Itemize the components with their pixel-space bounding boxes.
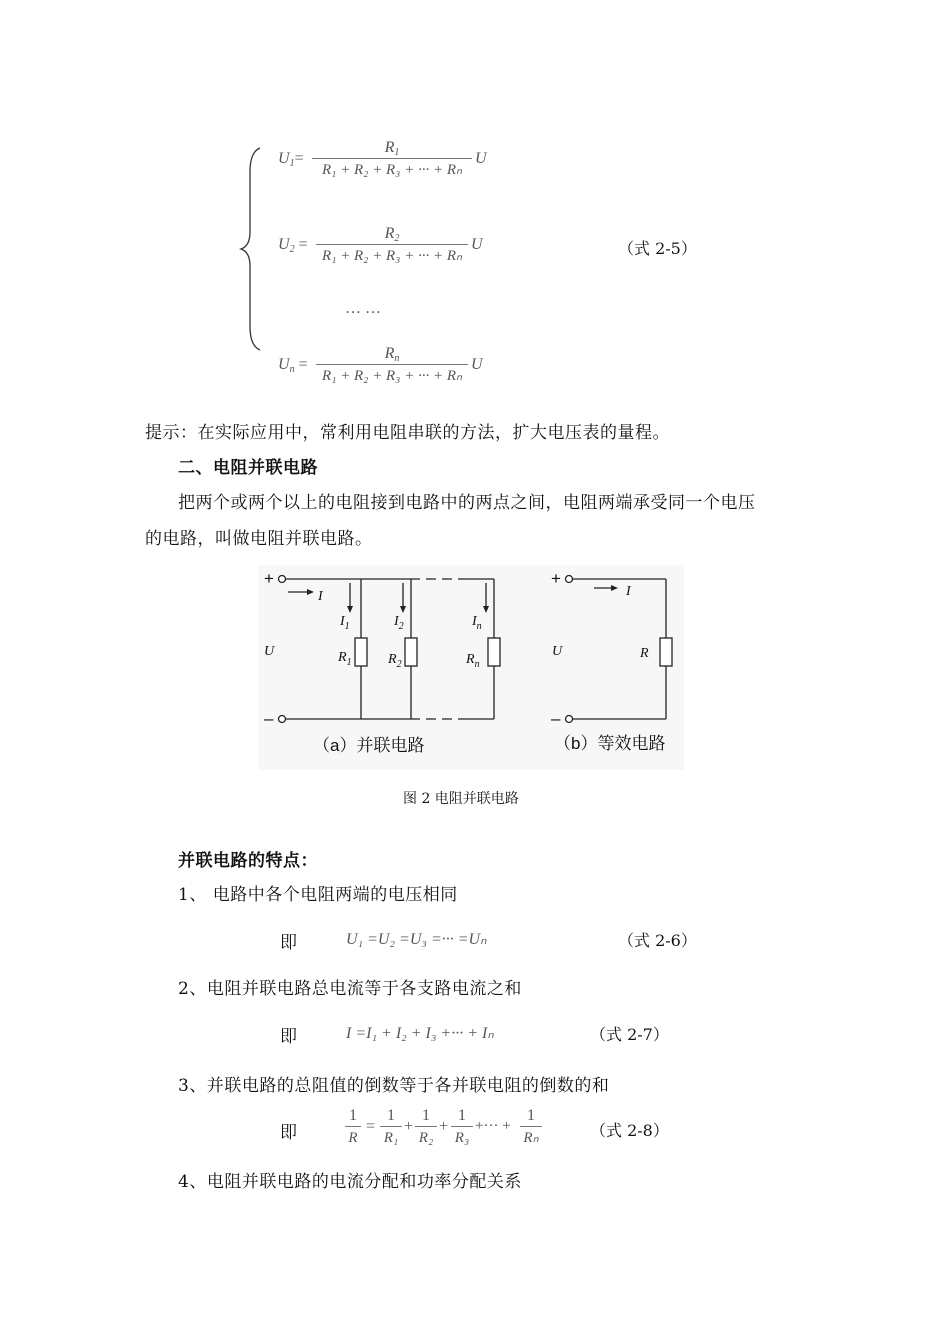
eq26-label: （式 2-6）: [618, 931, 697, 950]
eq25-line1-lhs: $U_1=$: [278, 150, 304, 169]
eq25-label: （式 2-5）: [618, 239, 697, 258]
svg-text:I2: $I_2$: [394, 614, 404, 632]
svg-text:I: I: [626, 584, 631, 599]
eq28-frac-r3: 1 R₃: [451, 1106, 473, 1149]
parallel-circuit-figure: [258, 565, 684, 770]
svg-text:+: +: [551, 569, 561, 588]
paragraph-line-2: 的电路，叫做电阻并联电路。: [145, 529, 373, 549]
svg-text:R1: $R_1$: [338, 650, 352, 668]
svg-text:U: U: [552, 644, 563, 659]
eq28-equals: =: [366, 1118, 376, 1135]
eq28-label: （式 2-8）: [590, 1121, 669, 1140]
feature-item-2: 2、电阻并联电路总电流等于各支路电流之和: [178, 979, 522, 999]
eq25-line1-rhs: U: [475, 150, 487, 167]
eq28-frac-r2: 1 R₂: [415, 1106, 437, 1149]
left-brace-icon: [236, 146, 266, 352]
eq28-ji: 即: [280, 1123, 298, 1143]
eq25-line2-fraction: $R_2$ R₁ + R₂ + R₃ + ··· + Rₙ: [316, 224, 468, 267]
eq27-formula: I =I₁ + I₂ + I₃ +··· + Iₙ: [346, 1025, 494, 1042]
eq25-ellipsis: … …: [345, 300, 381, 317]
eq25-line2-lhs: $U_2$ =: [278, 236, 308, 255]
eq26-ji: 即: [280, 933, 298, 953]
svg-text:–: –: [551, 709, 561, 728]
eq27-label: （式 2-7）: [590, 1025, 669, 1044]
eq25-linen-fraction: $R_n$ R₁ + R₂ + R₃ + ··· + Rₙ: [316, 344, 468, 387]
svg-text:+: +: [264, 569, 274, 588]
eq28-frac-lhs: 1 R: [345, 1106, 361, 1149]
eq28-dots: +··· +: [475, 1118, 511, 1134]
eq28-plus-2: +: [439, 1118, 449, 1135]
feature-item-1: 1、 电路中各个电阻两端的电压相同: [178, 885, 458, 905]
tip-text: 提示：在实际应用中，常利用电阻串联的方法，扩大电压表的量程。: [145, 423, 670, 443]
svg-text:（a）并联电路: （a）并联电路: [313, 736, 425, 755]
features-title: 并联电路的特点：: [178, 851, 318, 871]
feature-item-4: 4、电阻并联电路的电流分配和功率分配关系: [178, 1172, 522, 1192]
svg-text:–: –: [264, 709, 274, 728]
svg-text:R2: $R_2$: [388, 652, 402, 670]
svg-text:I1: $I_1$: [340, 614, 350, 632]
svg-text:Rn: $R_n$: [466, 652, 480, 670]
svg-text:R: R: [640, 646, 649, 661]
section-title: 二、电阻并联电路: [178, 458, 318, 478]
svg-text:In: $I_n$: [472, 614, 482, 632]
eq28-frac-rn: 1 Rₙ: [520, 1106, 542, 1149]
svg-text:（b）等效电路: （b）等效电路: [554, 734, 666, 753]
eq27-ji: 即: [280, 1027, 298, 1047]
feature-item-3: 3、并联电路的总阻值的倒数等于各并联电阻的倒数的和: [178, 1076, 610, 1096]
eq25-line1-fraction: $R_1$ R₁ + R₂ + R₃ + ··· + Rₙ: [312, 138, 472, 181]
eq26-formula: U₁ =U₂ =U₃ =··· =Uₙ: [346, 931, 487, 948]
figure-caption: 图 2 电阻并联电路: [403, 791, 519, 807]
paragraph-line-1: 把两个或两个以上的电阻接到电路中的两点之间，电阻两端承受同一个电压: [178, 493, 756, 513]
eq25-line2-rhs: U: [471, 236, 483, 253]
eq25-linen-rhs: U: [471, 356, 483, 373]
eq25-linen-lhs: $U_n$ =: [278, 356, 308, 375]
svg-text:U: U: [264, 644, 275, 659]
eq28-plus-1: +: [404, 1118, 414, 1135]
eq28-frac-r1: 1 R₁: [380, 1106, 402, 1149]
svg-text:I: I: [318, 589, 323, 604]
